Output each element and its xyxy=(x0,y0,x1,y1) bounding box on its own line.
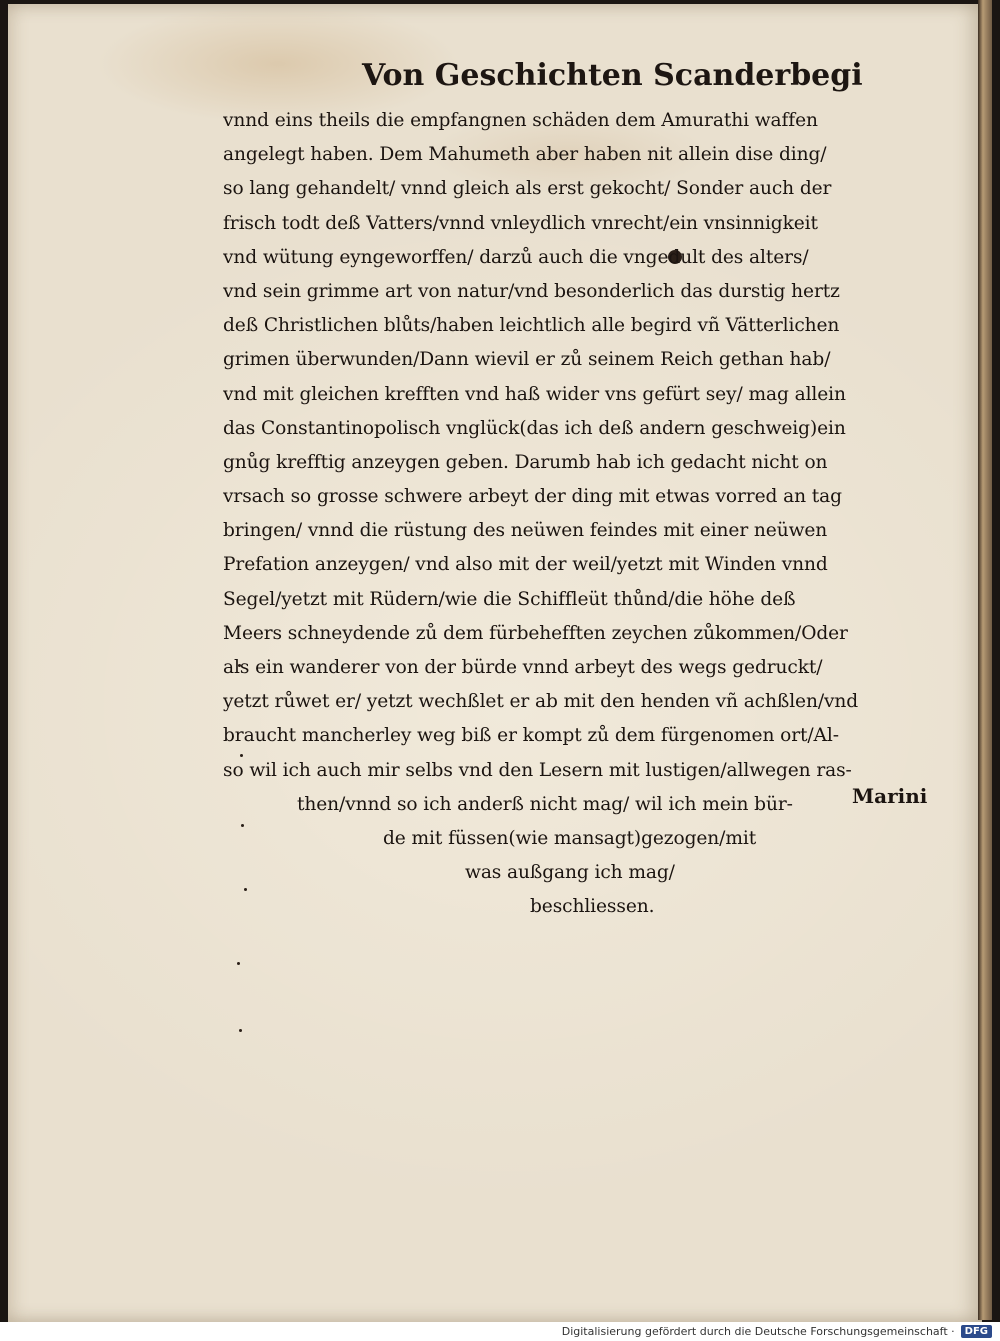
text-line: vnnd eins theils die empfangnen schäden dem Amurathi waffen xyxy=(223,110,818,131)
text-line: vnd wütung eyngeworffen/ darzů auch die vngedult des alters/ xyxy=(223,246,809,268)
body-text xyxy=(223,104,943,925)
text-line: braucht mancherley weg biß er kompt zů dem fürgenomen ort/Al- xyxy=(223,725,839,747)
text-line: vrsach so grosse schwere arbeyt der ding mit etwas vorred an tag xyxy=(223,486,842,508)
page-edge xyxy=(978,0,992,1320)
text-line: gnůg krefftig anzeygen geben. Darumb hab ich gedacht nicht on xyxy=(223,451,828,473)
text-line: vnd mit gleichen krefften vnd haß wider vns gefürt sey/ mag allein xyxy=(223,383,846,405)
text-line: bringen/ vnnd die rüstung des neüwen feindes mit einer neüwen xyxy=(223,520,828,542)
text-line: Meers schneydende zů dem fürbehefften zeychen zůkommen/Oder xyxy=(223,622,848,644)
ink-speck xyxy=(237,962,240,965)
text-line: so wil ich auch mir selbs vnd den Lesern mit lustigen/allwegen ras- xyxy=(223,759,852,781)
text-line: yetzt růwet er/ yetzt wechßlet er ab mit den henden vñ achßlen/vnd xyxy=(223,691,859,713)
text-line: Segel/yetzt mit Rüdern/wie die Schiffleüt thůnd/die höhe deß xyxy=(223,588,796,610)
footer-bar xyxy=(0,1322,1000,1341)
text-line: was außgang ich mag/ xyxy=(465,862,675,884)
catchword: Marini xyxy=(852,784,928,808)
text-line: deß Christlichen blůts/haben leichtlich alle begird vñ Vätterlichen xyxy=(223,315,840,337)
running-head: Von Geschichten Scanderbegi xyxy=(362,58,863,93)
text-line: Prefation anzeygen/ vnd also mit der weil/yetzt mit Winden vnnd xyxy=(223,554,828,576)
text-line: beschliessen. xyxy=(530,896,655,918)
text-line: als ein wanderer von der bürde vnnd arbeyt des wegs gedruckt/ xyxy=(223,657,823,678)
text-line: grimen überwunden/Dann wievil er zů seinem Reich gethan hab/ xyxy=(223,349,831,371)
text-line: frisch todt deß Vatters/vnnd vnleydlich vnrecht/ein vnsinnigkeit xyxy=(223,212,818,234)
text-line: then/vnnd so ich anderß nicht mag/ wil ich mein bür- xyxy=(297,793,793,815)
text-line: de mit füssen(wie mansagt)gezogen/mit xyxy=(383,827,757,849)
ink-speck xyxy=(239,1029,242,1032)
text-line: so lang gehandelt/ vnnd gleich als erst gekocht/ Sonder auch der xyxy=(223,178,832,200)
text-line: angelegt haben. Dem Mahumeth aber haben nit allein dise ding/ xyxy=(223,144,827,166)
text-line: vnd sein grimme art von natur/vnd besonderlich das durstig hertz xyxy=(223,280,840,302)
text-line: das Constantinopolisch vnglück(das ich deß andern geschweig)ein xyxy=(223,417,846,439)
dfg-logo: DFG xyxy=(961,1325,992,1338)
funding-notice: Digitalisierung gefördert durch die Deutsche Forschungsgemeinschaft · xyxy=(561,1325,955,1338)
